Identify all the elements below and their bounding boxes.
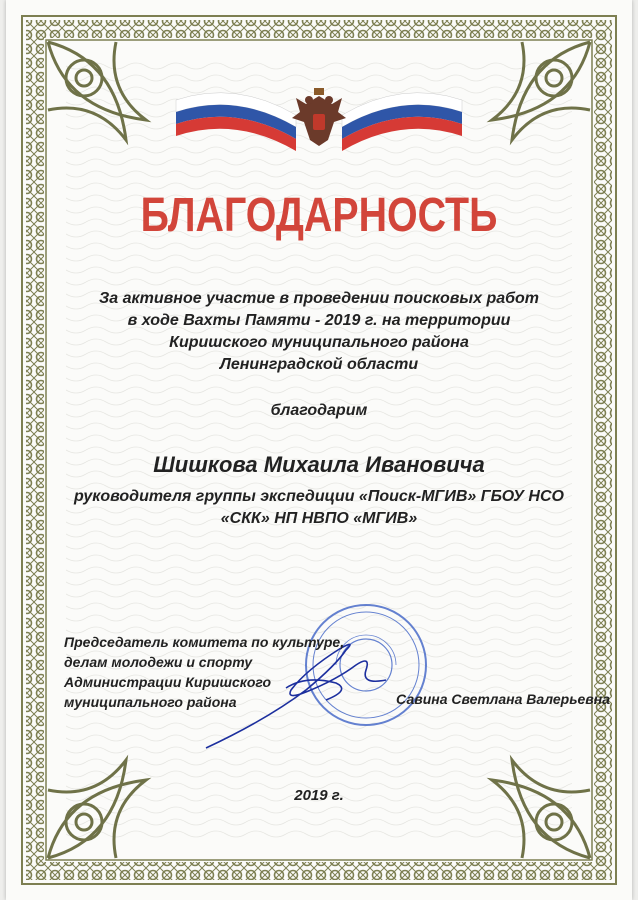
reason-line: в ходе Вахты Памяти - 2019 г. на территории: [127, 312, 511, 329]
document-year: 2019 г.: [294, 787, 344, 804]
corner-ornament-top-left: [48, 42, 146, 140]
ornamental-border: [6, 0, 632, 900]
document-title: БЛАГОДАРНОСТЬ: [140, 189, 498, 242]
recipient-name: Шишкова Михаила Ивановича: [153, 452, 485, 477]
signer-title-line: делам молодежи и спорту: [64, 654, 253, 670]
reason-text: [6, 288, 632, 376]
signer-title-line: муниципального района: [64, 694, 237, 710]
corner-ornament-bottom-right: [492, 760, 590, 858]
signer-title: [64, 632, 344, 712]
signer-name: Савина Светлана Валерьевна: [396, 691, 611, 707]
signer-title-line: Председатель комитета по культуре,: [64, 634, 345, 650]
recipient-position: [6, 486, 632, 530]
corner-ornament-bottom-left: [48, 760, 146, 858]
certificate-sheet: [6, 0, 632, 900]
reason-line: Ленинградской области: [219, 356, 419, 373]
reason-line: Киришского муниципального района: [169, 334, 469, 351]
thanks-text: благодарим: [270, 402, 368, 419]
corner-ornament-top-right: [492, 42, 590, 140]
position-line: «СКК» НП НВПО «МГИВ»: [220, 510, 418, 527]
russian-double-headed-eagle-icon: [292, 88, 346, 146]
reason-line: За активное участие в проведении поисковых работ: [98, 290, 540, 307]
position-line: руководителя группы экспедиции «Поиск-МГИВ» ГБОУ НСО: [74, 488, 564, 505]
signer-title-line: Администрации Киришского: [64, 674, 272, 690]
